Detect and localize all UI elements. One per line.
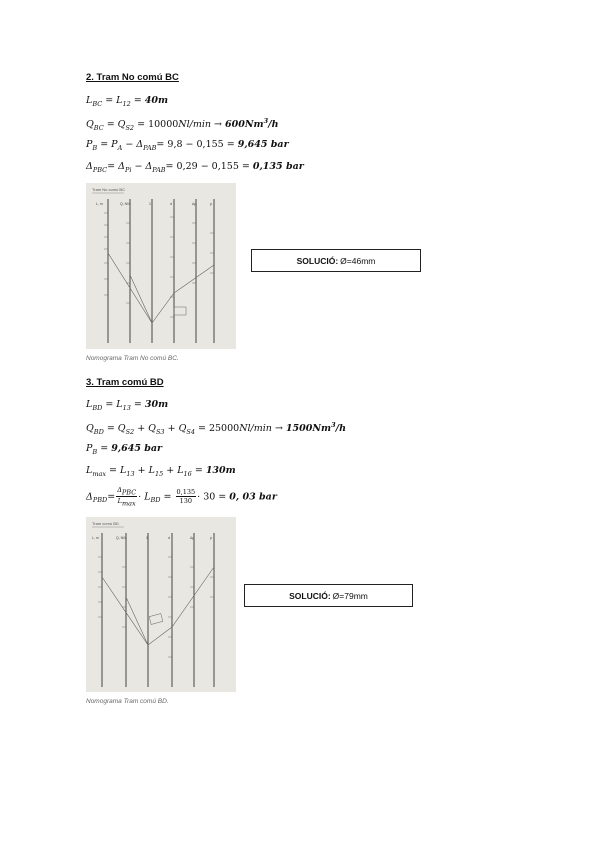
section-2-heading: 2. Tram No comú BC xyxy=(86,72,179,83)
equation-pressure-b-2: $P_B = 9,645$ bar xyxy=(86,443,163,456)
svg-text:Δp: Δp xyxy=(192,202,197,206)
svg-text:L, m: L, m xyxy=(96,202,103,206)
section-3-heading: 3. Tram comú BD xyxy=(86,377,164,388)
equation-flow-bd: $Q_{BD} = Q_{S2} + Q_{S3} + Q_{S4} = 25000Nl/\min \to 1500Nm^3/h$ xyxy=(86,421,347,437)
solution-box-bc xyxy=(251,249,421,272)
svg-text:Δp: Δp xyxy=(190,536,195,540)
svg-text:p: p xyxy=(210,536,212,540)
svg-text:L, m: L, m xyxy=(92,536,99,540)
equation-delta-pbc: $\Delta_{PBC}= \Delta_{Pi} - \Delta_{PAB}= 0,29 - 0,155 = 0,135$ bar xyxy=(86,161,304,174)
svg-text:1: 1 xyxy=(146,536,148,540)
solution-value: Ø=46mm xyxy=(340,255,376,266)
caption-bc: Nomograma Tram No comú BC. xyxy=(86,355,179,362)
solution-label: SOLUCIÓ: xyxy=(289,590,331,601)
solution-box-bd xyxy=(244,584,413,607)
solution-value: Ø=79mm xyxy=(332,590,368,601)
svg-text:d: d xyxy=(170,202,172,206)
equation-length-bd: $L_{BD} = L_{13} = 30m$ xyxy=(86,399,169,412)
equation-pressure-b: $P_B = P_A - \Delta_{PAB}= 9,8 - 0,155 = 9,645$ bar xyxy=(86,139,289,152)
equation-length-bc: $L_{BC} = L_{12} = 40m$ xyxy=(86,95,169,108)
svg-text:1: 1 xyxy=(149,202,151,206)
svg-text:d: d xyxy=(168,536,170,540)
equation-lmax: $L_{max} = L_{13} + L_{15} + L_{16} = 130m$ xyxy=(86,465,236,478)
equation-delta-pbd: $\Delta_{PBD}=$ $\frac{\Delta_{PBC}}{L_{max}}$ · $L_{BD}$ = $\frac{0,135}{130}$ · 30 = 0, 03 bar xyxy=(86,486,277,508)
svg-text:p: p xyxy=(210,202,212,206)
svg-text:Q, Nl/s: Q, Nl/s xyxy=(116,536,127,540)
photo-title: Tram comú BD xyxy=(92,521,119,526)
solution-label: SOLUCIÓ: xyxy=(296,255,339,266)
nomogram-photo-bd xyxy=(86,517,236,692)
photo-title: Tram No comú BC xyxy=(92,187,125,192)
svg-text:Q, Nl/s: Q, Nl/s xyxy=(120,202,131,206)
equation-flow-bc: $Q_{BC} = Q_{S2} = 10000Nl/\min \to 600Nm^3/h$ xyxy=(86,117,279,133)
caption-bd: Nomograma Tram comú BD. xyxy=(86,698,169,705)
nomogram-photo-bc xyxy=(86,183,236,349)
